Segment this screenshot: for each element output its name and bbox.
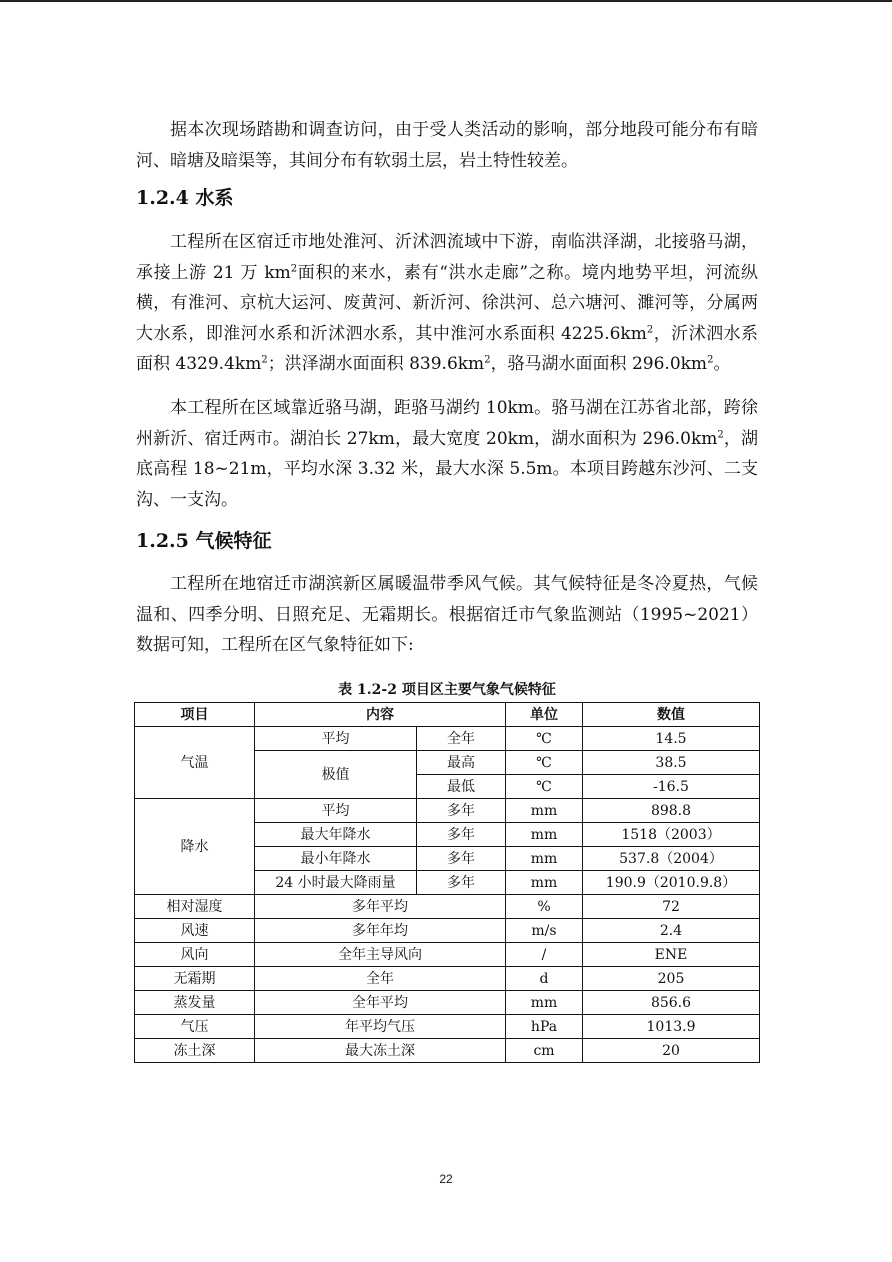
superscript: 2	[261, 354, 268, 366]
cell-unit: d	[506, 967, 583, 991]
table-row	[135, 991, 760, 1015]
cell-item: 降水	[135, 799, 255, 895]
section-heading-water-system: 1.2.4 水系	[136, 187, 234, 209]
cell-value: 1013.9	[583, 1015, 760, 1039]
section-heading-climate: 1.2.5 气候特征	[136, 530, 272, 552]
cell-content: 平均	[255, 799, 417, 823]
text-run: ，湖底高程 18~21m，平均水深 3.32 米，最大水深 5.5m。本项目跨越东沙河、二支沟、一支沟。	[136, 428, 759, 510]
cell-item: 气压	[135, 1015, 255, 1039]
cell-unit: mm	[506, 871, 583, 895]
cell-content: 年平均气压	[255, 1015, 506, 1039]
text-run: 。	[713, 354, 731, 374]
cell-content: 全年平均	[255, 991, 506, 1015]
cell-value: -16.5	[583, 775, 760, 799]
cell-unit: ℃	[506, 727, 583, 751]
cell-period: 多年	[417, 823, 506, 847]
cell-value: 14.5	[583, 727, 760, 751]
cell-value: 2.4	[583, 919, 760, 943]
cell-content: 多年年均	[255, 919, 506, 943]
table-header-row	[135, 703, 760, 727]
cell-value: 1518（2003）	[583, 823, 760, 847]
water-system-paragraph-1	[136, 227, 758, 380]
table-row	[135, 919, 760, 943]
cell-item: 相对湿度	[135, 895, 255, 919]
cell-unit: mm	[506, 847, 583, 871]
text-run: ，骆马湖水面面积 296.0km	[490, 354, 708, 374]
cell-period: 全年	[417, 727, 506, 751]
cell-value: ENE	[583, 943, 760, 967]
cell-value: 856.6	[583, 991, 760, 1015]
cell-unit: %	[506, 895, 583, 919]
top-rule	[0, 0, 892, 2]
cell-unit: /	[506, 943, 583, 967]
cell-unit: ℃	[506, 751, 583, 775]
table-row	[135, 943, 760, 967]
table-row	[135, 799, 760, 823]
text-run: 工程所在区宿迁市地处淮河、沂沭泗流域中下游，南临洪泽湖，北接骆马湖，承接上游 21 万 km	[136, 232, 758, 283]
text-run: 面积的来水，素有“洪水走廊”之称。境内地势平坦，河流纵横，有淮河、京杭大运河、废黄河、新沂河、徐洪河、总六塘河、濉河等，分属两大水系，即淮河水系和沂沭泗水系，其中淮河水系面积 4225.6km	[136, 262, 758, 344]
cell-unit: mm	[506, 991, 583, 1015]
cell-value: 205	[583, 967, 760, 991]
cell-unit: cm	[506, 1039, 583, 1063]
cell-unit: mm	[506, 799, 583, 823]
superscript: 2	[717, 428, 724, 440]
cell-period: 最低	[417, 775, 506, 799]
superscript: 2	[290, 262, 298, 274]
climate-paragraph: 工程所在地宿迁市湖滨新区属暖温带季风气候。其气候特征是冬冷夏热，气候温和、四季分明、日照充足、无霜期长。根据宿迁市气象监测站（1995~2021）数据可知，工程所在区气象特征如下:	[136, 574, 758, 655]
climate-table	[134, 702, 760, 1063]
cell-period: 多年	[417, 799, 506, 823]
cell-item: 冻土深	[135, 1039, 255, 1063]
table-caption: 表 1.2-2 项目区主要气象气候特征	[338, 682, 556, 698]
cell-content: 全年	[255, 967, 506, 991]
cell-value: 898.8	[583, 799, 760, 823]
cell-content: 最小年降水	[255, 847, 417, 871]
header-value: 数值	[583, 703, 760, 727]
cell-unit: hPa	[506, 1015, 583, 1039]
cell-unit: ℃	[506, 775, 583, 799]
intro-paragraph: 据本次现场踏勘和调查访问，由于受人类活动的影响，部分地段可能分布有暗河、暗塘及暗渠等，其间分布有软弱土层，岩土特性较差。	[136, 120, 758, 171]
cell-item: 无霜期	[135, 967, 255, 991]
table-row	[135, 1015, 760, 1039]
cell-content: 平均	[255, 727, 417, 751]
cell-item: 风向	[135, 943, 255, 967]
cell-period: 最高	[417, 751, 506, 775]
table-row	[135, 895, 760, 919]
cell-item: 风速	[135, 919, 255, 943]
cell-value: 537.8（2004）	[583, 847, 760, 871]
table-row	[135, 1039, 760, 1063]
cell-value: 38.5	[583, 751, 760, 775]
cell-content: 24 小时最大降雨量	[255, 871, 417, 895]
cell-content: 极值	[255, 751, 417, 799]
header-content: 内容	[255, 703, 506, 727]
cell-item: 蒸发量	[135, 991, 255, 1015]
cell-period: 多年	[417, 847, 506, 871]
header-item: 项目	[135, 703, 255, 727]
cell-content: 最大冻土深	[255, 1039, 506, 1063]
water-system-paragraph-2	[136, 393, 758, 515]
table-row	[135, 727, 760, 751]
cell-value: 20	[583, 1039, 760, 1063]
cell-period: 多年	[417, 871, 506, 895]
cell-content: 多年平均	[255, 895, 506, 919]
cell-content: 全年主导风向	[255, 943, 506, 967]
cell-unit: m/s	[506, 919, 583, 943]
text-run: 本工程所在区域靠近骆马湖，距骆马湖约 10km。骆马湖在江苏省北部，跨徐州新沂、宿迁两市。湖泊长 27km，最大宽度 20km，湖水面积为 296.0km	[136, 398, 758, 449]
superscript: 2	[484, 354, 491, 366]
text-run: ，沂沭泗水系面积 4329.4km	[136, 323, 759, 374]
cell-item: 气温	[135, 727, 255, 799]
text-run: ；洪泽湖水面面积 839.6km	[267, 354, 485, 374]
superscript: 2	[707, 354, 714, 366]
cell-value: 190.9（2010.9.8）	[583, 871, 760, 895]
header-unit: 单位	[506, 703, 583, 727]
cell-content: 最大年降水	[255, 823, 417, 847]
superscript: 2	[646, 323, 654, 335]
cell-unit: mm	[506, 823, 583, 847]
page-number: 22	[439, 1172, 453, 1186]
table-row	[135, 967, 760, 991]
cell-value: 72	[583, 895, 760, 919]
